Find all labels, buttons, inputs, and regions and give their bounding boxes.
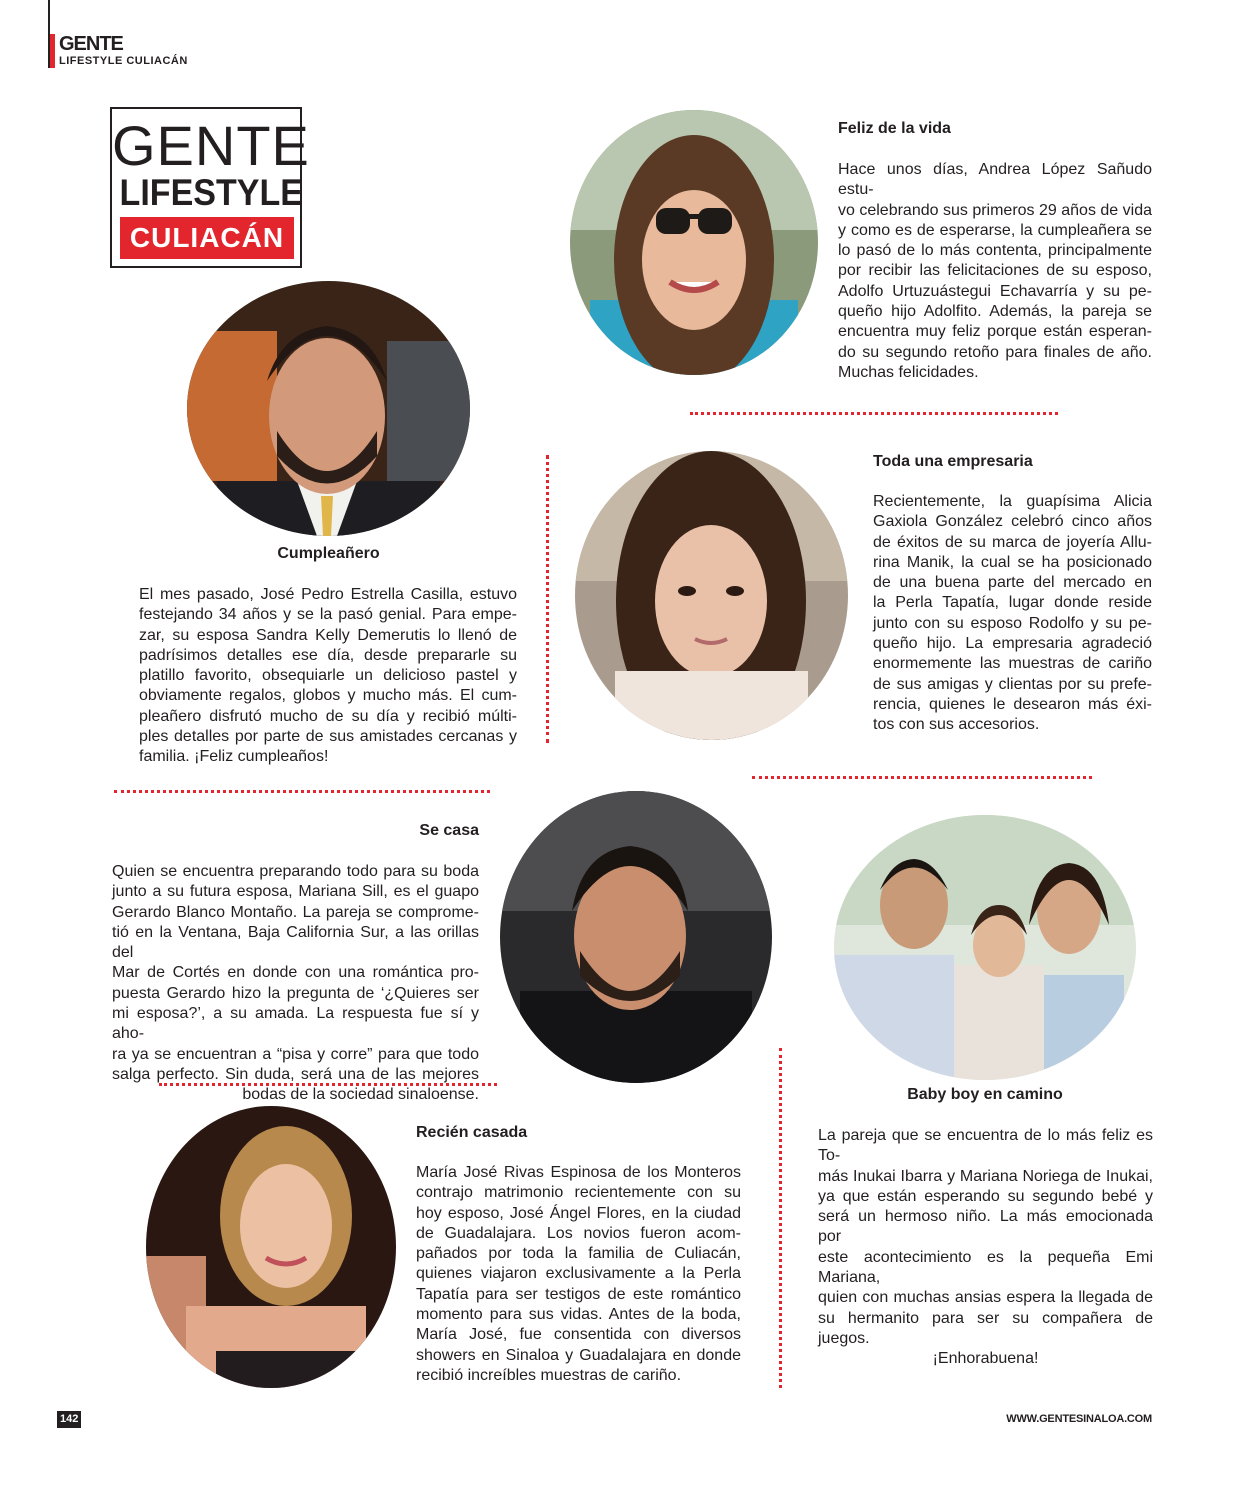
text-line: encuentra muy feliz porque están esperan- bbox=[838, 323, 1152, 341]
photo-inukai-family bbox=[834, 815, 1136, 1080]
text-line: La pareja que se encuentra de lo más feliz es To- bbox=[818, 1127, 1153, 1165]
divider bbox=[779, 1048, 782, 1388]
reciencasada-heading: Recién casada bbox=[416, 1124, 528, 1141]
text-line: vo celebrando sus primeros 29 años de vida bbox=[838, 201, 1152, 219]
text-line: Mar de Cortés en donde con una romántica pro- bbox=[112, 964, 479, 982]
section-title: GENTE bbox=[59, 33, 123, 55]
text-line: de Guadalajara. Los novios fueron acom- bbox=[416, 1224, 741, 1242]
photo-gerardo bbox=[500, 791, 772, 1083]
header-accent-bar bbox=[50, 34, 55, 68]
babyboy-heading: Baby boy en camino bbox=[907, 1086, 1063, 1103]
text-line: Adolfo Urtuzuástegui Echavarría y su pe- bbox=[838, 282, 1152, 300]
text-line: pleañero disfrutó mucho de su día y recibió múlti- bbox=[139, 707, 517, 725]
empresaria-heading: Toda una empresaria bbox=[873, 453, 1033, 470]
photo-alicia bbox=[575, 451, 848, 740]
cumpleanero-heading: Cumpleañero bbox=[277, 545, 380, 562]
text-line: queño hijo. La empresaria agradeció bbox=[873, 635, 1152, 653]
section-logo bbox=[110, 107, 310, 268]
text-line: de una buena parte del mercado en bbox=[873, 574, 1152, 592]
page-number: 142 bbox=[57, 1411, 81, 1428]
text-line: y como es de esperarse, la cumpleañera se bbox=[838, 221, 1152, 239]
text-line: Tapatía para ser testigos de este romántico bbox=[416, 1285, 741, 1303]
text-line: do su segundo retoño para finales de año. bbox=[838, 343, 1152, 361]
divider bbox=[690, 412, 1058, 415]
photo-jose-pedro bbox=[187, 281, 470, 536]
text-line: tió en la Ventana, Baja California Sur, a las orillas del bbox=[112, 923, 479, 962]
text-line: junto a su futura esposa, Mariana Sill, es el guapo bbox=[112, 883, 479, 901]
feliz-body bbox=[838, 160, 1152, 383]
text-line: la Perla Tapatía, lugar donde reside bbox=[873, 594, 1152, 612]
reciencasada-body bbox=[416, 1163, 741, 1386]
text-line: María José Rivas Espinosa de los Monteros bbox=[416, 1164, 741, 1181]
text-line: momento para sus vidas. Antes de la boda, bbox=[416, 1306, 741, 1324]
logo-lifestyle: LIFESTYLE bbox=[119, 172, 303, 213]
text-line: El mes pasado, José Pedro Estrella Casilla, estuvo bbox=[139, 586, 517, 603]
text-line: Quien se encuentra preparando todo para su boda bbox=[112, 863, 479, 880]
text-line: recibió increíbles muestras de cariño. bbox=[416, 1366, 682, 1384]
text-line: rencia, quienes le desearon más éxi- bbox=[873, 695, 1152, 713]
text-line: lo pasó de lo más contenta, principalmente bbox=[838, 242, 1152, 260]
text-line: de éxitos de su marca de joyería Allu- bbox=[873, 533, 1152, 551]
text-line: quienes viajaron exclusivamente a la Perla bbox=[416, 1265, 741, 1283]
text-line: contrajo matrimonio recientemente con su bbox=[416, 1184, 741, 1202]
babyboy-body bbox=[818, 1126, 1153, 1370]
text-line: junto con su esposo Rodolfo y su pe- bbox=[873, 614, 1152, 632]
text-line: más Inukai Ibarra y Mariana Noriega de Inukai, bbox=[818, 1167, 1153, 1185]
photo-andrea bbox=[570, 110, 818, 375]
section-subtitle: LIFESTYLE CULIACÁN bbox=[59, 55, 188, 67]
text-line: de sus amigas y clientas por su prefe- bbox=[873, 675, 1152, 693]
text-line: obviamente regalos, globos y mucho más. El cum- bbox=[139, 687, 517, 705]
cumpleanero-body bbox=[139, 585, 517, 768]
text-line: será un hermoso niño. La más emocionada por bbox=[818, 1208, 1153, 1246]
text-line: rina Manik, la cual se ha posicionado bbox=[873, 553, 1152, 571]
text-line: salga perfecto. Sin duda, será una de las mejores bbox=[112, 1065, 479, 1083]
text-line: queño hijo Adolfito. Además, la pareja se bbox=[838, 303, 1152, 321]
feliz-heading: Feliz de la vida bbox=[838, 120, 951, 137]
text-line: tos con sus accesorios. bbox=[873, 716, 1040, 734]
text-line: Muchas felicidades. bbox=[838, 363, 979, 381]
logo-culiacan: CULIACÁN bbox=[120, 217, 294, 259]
text-line: por recibir las felicitaciones de su esposo, bbox=[838, 262, 1152, 280]
text-line: ¡Enhorabuena! bbox=[932, 1350, 1039, 1368]
text-line: showers en Sinaloa y Guadalajara en donde bbox=[416, 1346, 741, 1364]
text-line: ples detalles por parte de sus amistades cercanas y bbox=[139, 728, 517, 746]
website-url: WWW.GENTESINALOA.COM bbox=[1006, 1413, 1152, 1425]
divider bbox=[546, 455, 549, 743]
text-line: María José, fue consentida con diversos bbox=[416, 1326, 741, 1344]
text-line: ra ya se encuentran a “pisa y corre” para que todo bbox=[112, 1045, 479, 1063]
photo-maria-jose bbox=[146, 1106, 396, 1388]
text-line: quien con muchas ansias espera la llegada de bbox=[818, 1289, 1153, 1307]
text-line: Gerardo Blanco Montaño. La pareja se comprome- bbox=[112, 903, 479, 921]
text-line: mi esposa?’, a su amada. La respuesta fue sí y aho- bbox=[112, 1005, 479, 1043]
divider bbox=[114, 790, 490, 793]
text-line: bodas de la sociedad sinaloense. bbox=[242, 1086, 479, 1104]
text-line: Gaxiola González celebró cinco años bbox=[873, 513, 1152, 531]
text-line: ya que están esperando su segundo bebé y bbox=[818, 1187, 1153, 1205]
text-line: Recientemente, la guapísima Alicia bbox=[873, 493, 1152, 510]
empresaria-body bbox=[873, 492, 1152, 736]
text-line: familia. ¡Feliz cumpleaños! bbox=[139, 748, 329, 766]
text-line: puesta Gerardo hizo la pregunta de ‘¿Quieres ser bbox=[112, 984, 479, 1002]
text-line: festejando 34 años y se la pasó genial. Para empe- bbox=[139, 606, 517, 624]
text-line: pañados por toda la familia de Culiacán, bbox=[416, 1245, 741, 1263]
text-line: este acontecimiento es la pequeña Emi Mariana, bbox=[818, 1248, 1153, 1287]
text-line: platillo favorito, obsequiarle un delicioso pastel y bbox=[139, 667, 517, 685]
text-line: su hermanito para ser su compañera de juegos. bbox=[818, 1309, 1153, 1347]
text-line: enormemente las muestras de cariño bbox=[873, 655, 1152, 673]
logo-gente: GENTE bbox=[112, 114, 310, 177]
secasa-heading: Se casa bbox=[419, 822, 479, 839]
text-line: zar, su esposa Sandra Kelly Demerutis lo llenó de bbox=[139, 626, 517, 644]
divider bbox=[159, 1083, 497, 1086]
text-line: Hace unos días, Andrea López Sañudo estu- bbox=[838, 161, 1152, 199]
text-line: hoy esposo, José Ángel Flores, en la ciudad bbox=[416, 1204, 741, 1222]
divider bbox=[752, 776, 1092, 779]
secasa-body bbox=[112, 862, 479, 1106]
text-line: padrísimos detalles ese día, desde prepararle su bbox=[139, 646, 517, 664]
